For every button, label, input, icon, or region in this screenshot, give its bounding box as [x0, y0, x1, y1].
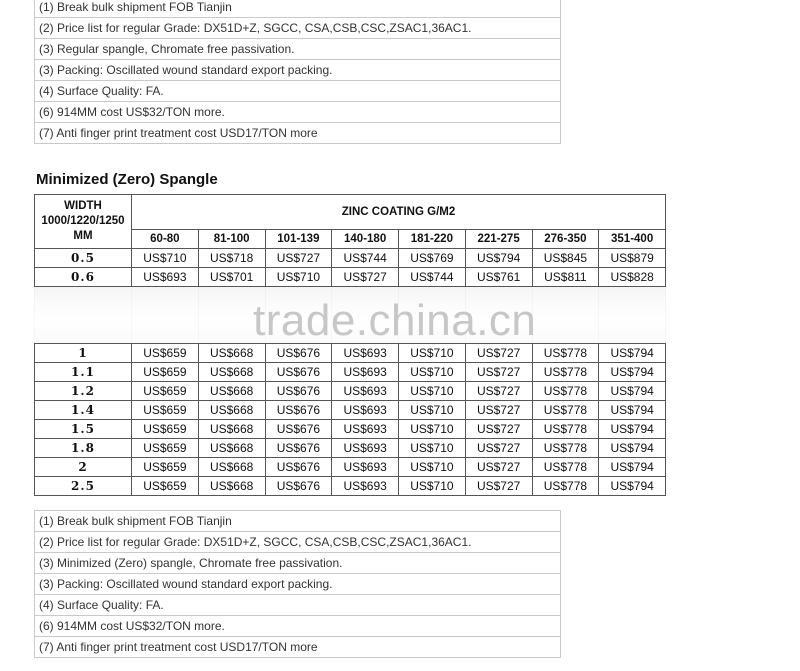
- width-header-unit: MM: [73, 230, 93, 242]
- width-cell: 1.8: [35, 439, 132, 458]
- note-text: (2) Price list for regular Grade: DX51D+Z, SGCC, CSA,CSB,CSC,ZSAC1,36AC1.: [35, 18, 561, 39]
- price-cell: US$668: [198, 458, 265, 477]
- price-cell: US$778: [532, 382, 599, 401]
- price-cell: US$676: [265, 477, 332, 496]
- note-row: [35, 39, 561, 60]
- note-row: [35, 574, 561, 595]
- price-cell: US$676: [265, 344, 332, 363]
- width-cell: 1: [35, 344, 132, 363]
- price-cell: US$778: [532, 420, 599, 439]
- price-cell: US$710: [399, 458, 466, 477]
- note-text: (6) 914MM cost US$32/TON more.: [35, 102, 561, 123]
- note-text: (4) Surface Quality: FA.: [35, 81, 561, 102]
- note-text: (3) Packing: Oscillated wound standard export packing.: [35, 60, 561, 81]
- price-cell: US$659: [132, 458, 199, 477]
- price-cell: US$659: [132, 382, 199, 401]
- note-row: [35, 511, 561, 532]
- price-cell: US$676: [265, 401, 332, 420]
- price-cell: US$668: [198, 363, 265, 382]
- price-cell: US$727: [465, 420, 532, 439]
- price-cell: US$794: [599, 439, 666, 458]
- price-cell: US$761: [465, 268, 532, 287]
- note-row: [35, 102, 561, 123]
- price-cell: US$828: [599, 268, 666, 287]
- price-cell: US$845: [532, 249, 599, 268]
- price-cell: US$778: [532, 439, 599, 458]
- price-cell: US$744: [332, 249, 399, 268]
- price-cell: US$659: [132, 344, 199, 363]
- width-header-label: WIDTH: [64, 200, 102, 212]
- price-cell: US$710: [399, 420, 466, 439]
- note-text: (1) Break bulk shipment FOB Tianjin: [35, 511, 561, 532]
- price-cell: US$727: [465, 439, 532, 458]
- coating-column-header: 140-180: [332, 230, 399, 249]
- price-cell: US$718: [198, 249, 265, 268]
- price-cell: US$676: [265, 363, 332, 382]
- zinc-coating-header: ZINC COATING G/M2: [132, 195, 666, 230]
- table-row: [35, 420, 666, 439]
- width-header-values: 1000/1220/1250: [41, 215, 125, 227]
- price-cell: US$659: [132, 439, 199, 458]
- price-cell: US$727: [465, 344, 532, 363]
- price-cell: US$693: [332, 363, 399, 382]
- price-cell: US$668: [198, 382, 265, 401]
- table-row: [35, 268, 666, 287]
- notes-table-top: [34, 0, 561, 144]
- price-cell: US$668: [198, 420, 265, 439]
- table-row: [35, 458, 666, 477]
- coating-column-header: 181-220: [399, 230, 466, 249]
- price-cell: US$693: [332, 420, 399, 439]
- price-cell: US$794: [599, 458, 666, 477]
- table-row: [35, 477, 666, 496]
- price-cell: US$727: [465, 458, 532, 477]
- price-cell: US$727: [265, 249, 332, 268]
- price-cell: US$727: [465, 401, 532, 420]
- price-cell: US$794: [599, 477, 666, 496]
- table-row: [35, 401, 666, 420]
- coating-column-header: 351-400: [599, 230, 666, 249]
- price-cell: US$676: [265, 458, 332, 477]
- width-cell: 0.6: [35, 268, 132, 287]
- coating-column-header: 60-80: [132, 230, 199, 249]
- price-cell: US$668: [198, 439, 265, 458]
- price-cell: US$659: [132, 477, 199, 496]
- price-cell: US$727: [465, 477, 532, 496]
- price-cell: US$676: [265, 420, 332, 439]
- price-cell: US$693: [132, 268, 199, 287]
- price-cell: US$676: [265, 439, 332, 458]
- width-cell: 2.5: [35, 477, 132, 496]
- price-cell: US$727: [332, 268, 399, 287]
- price-cell: US$693: [332, 458, 399, 477]
- table-row: [35, 439, 666, 458]
- price-cell: US$778: [532, 458, 599, 477]
- price-cell: US$879: [599, 249, 666, 268]
- price-cell: US$693: [332, 439, 399, 458]
- table-row: [35, 363, 666, 382]
- notes-table-bottom: [34, 510, 561, 658]
- width-cell: 2: [35, 458, 132, 477]
- price-cell: US$794: [465, 249, 532, 268]
- table-row: [35, 382, 666, 401]
- price-cell: US$668: [198, 401, 265, 420]
- coating-column-header: 276-350: [532, 230, 599, 249]
- note-text: (4) Surface Quality: FA.: [35, 595, 561, 616]
- price-cell: US$778: [532, 344, 599, 363]
- price-cell: US$778: [532, 401, 599, 420]
- note-text: (1) Break bulk shipment FOB Tianjin: [35, 0, 561, 18]
- price-cell: US$710: [399, 477, 466, 496]
- note-row: [35, 553, 561, 574]
- section-title: Minimized (Zero) Spangle: [36, 171, 218, 188]
- price-cell: US$710: [265, 268, 332, 287]
- note-row: [35, 18, 561, 39]
- price-cell: US$693: [332, 344, 399, 363]
- note-row: [35, 532, 561, 553]
- price-cell: US$710: [399, 439, 466, 458]
- price-cell: US$710: [399, 363, 466, 382]
- price-cell: US$794: [599, 420, 666, 439]
- price-cell: US$778: [532, 363, 599, 382]
- note-row: [35, 0, 561, 18]
- price-cell: US$676: [265, 382, 332, 401]
- width-cell: 1.4: [35, 401, 132, 420]
- price-cell: US$811: [532, 268, 599, 287]
- width-cell: 1.1: [35, 363, 132, 382]
- coating-column-header: 101-139: [265, 230, 332, 249]
- width-cell: 1.5: [35, 420, 132, 439]
- price-cell: US$668: [198, 344, 265, 363]
- price-cell: US$794: [599, 363, 666, 382]
- price-cell: US$710: [399, 344, 466, 363]
- price-cell: US$794: [599, 344, 666, 363]
- price-cell: US$701: [198, 268, 265, 287]
- note-text: (3) Regular spangle, Chromate free passivation.: [35, 39, 561, 60]
- price-cell: US$693: [332, 477, 399, 496]
- price-cell: US$727: [465, 382, 532, 401]
- price-cell: US$710: [132, 249, 199, 268]
- table-row: [35, 249, 666, 268]
- note-row: [35, 123, 561, 144]
- price-cell: US$659: [132, 363, 199, 382]
- price-cell: US$693: [332, 382, 399, 401]
- price-cell: US$693: [332, 401, 399, 420]
- coating-column-header: 81-100: [198, 230, 265, 249]
- note-row: [35, 60, 561, 81]
- width-cell: 1.2: [35, 382, 132, 401]
- note-row: [35, 595, 561, 616]
- note-text: (6) 914MM cost US$32/TON more.: [35, 616, 561, 637]
- price-cell: US$794: [599, 401, 666, 420]
- width-header: [35, 195, 132, 249]
- note-text: (7) Anti finger print treatment cost USD17/TON more: [35, 123, 561, 144]
- price-cell: US$794: [599, 382, 666, 401]
- price-cell: US$668: [198, 477, 265, 496]
- coating-column-header: 221-275: [465, 230, 532, 249]
- price-cell: US$778: [532, 477, 599, 496]
- price-cell: US$659: [132, 401, 199, 420]
- note-row: [35, 637, 561, 658]
- price-cell: US$727: [465, 363, 532, 382]
- note-text: (3) Packing: Oscillated wound standard export packing.: [35, 574, 561, 595]
- table-row: [35, 344, 666, 363]
- note-text: (2) Price list for regular Grade: DX51D+Z, SGCC, CSA,CSB,CSC,ZSAC1,36AC1.: [35, 532, 561, 553]
- width-cell: 0.5: [35, 249, 132, 268]
- note-row: [35, 81, 561, 102]
- note-text: (3) Minimized (Zero) spangle, Chromate free passivation.: [35, 553, 561, 574]
- price-cell: US$710: [399, 401, 466, 420]
- note-row: [35, 616, 561, 637]
- price-cell: US$710: [399, 382, 466, 401]
- price-cell: US$744: [399, 268, 466, 287]
- watermark: trade.china.cn: [253, 296, 537, 345]
- price-cell: US$769: [399, 249, 466, 268]
- price-cell: US$659: [132, 420, 199, 439]
- note-text: (7) Anti finger print treatment cost USD17/TON more: [35, 637, 561, 658]
